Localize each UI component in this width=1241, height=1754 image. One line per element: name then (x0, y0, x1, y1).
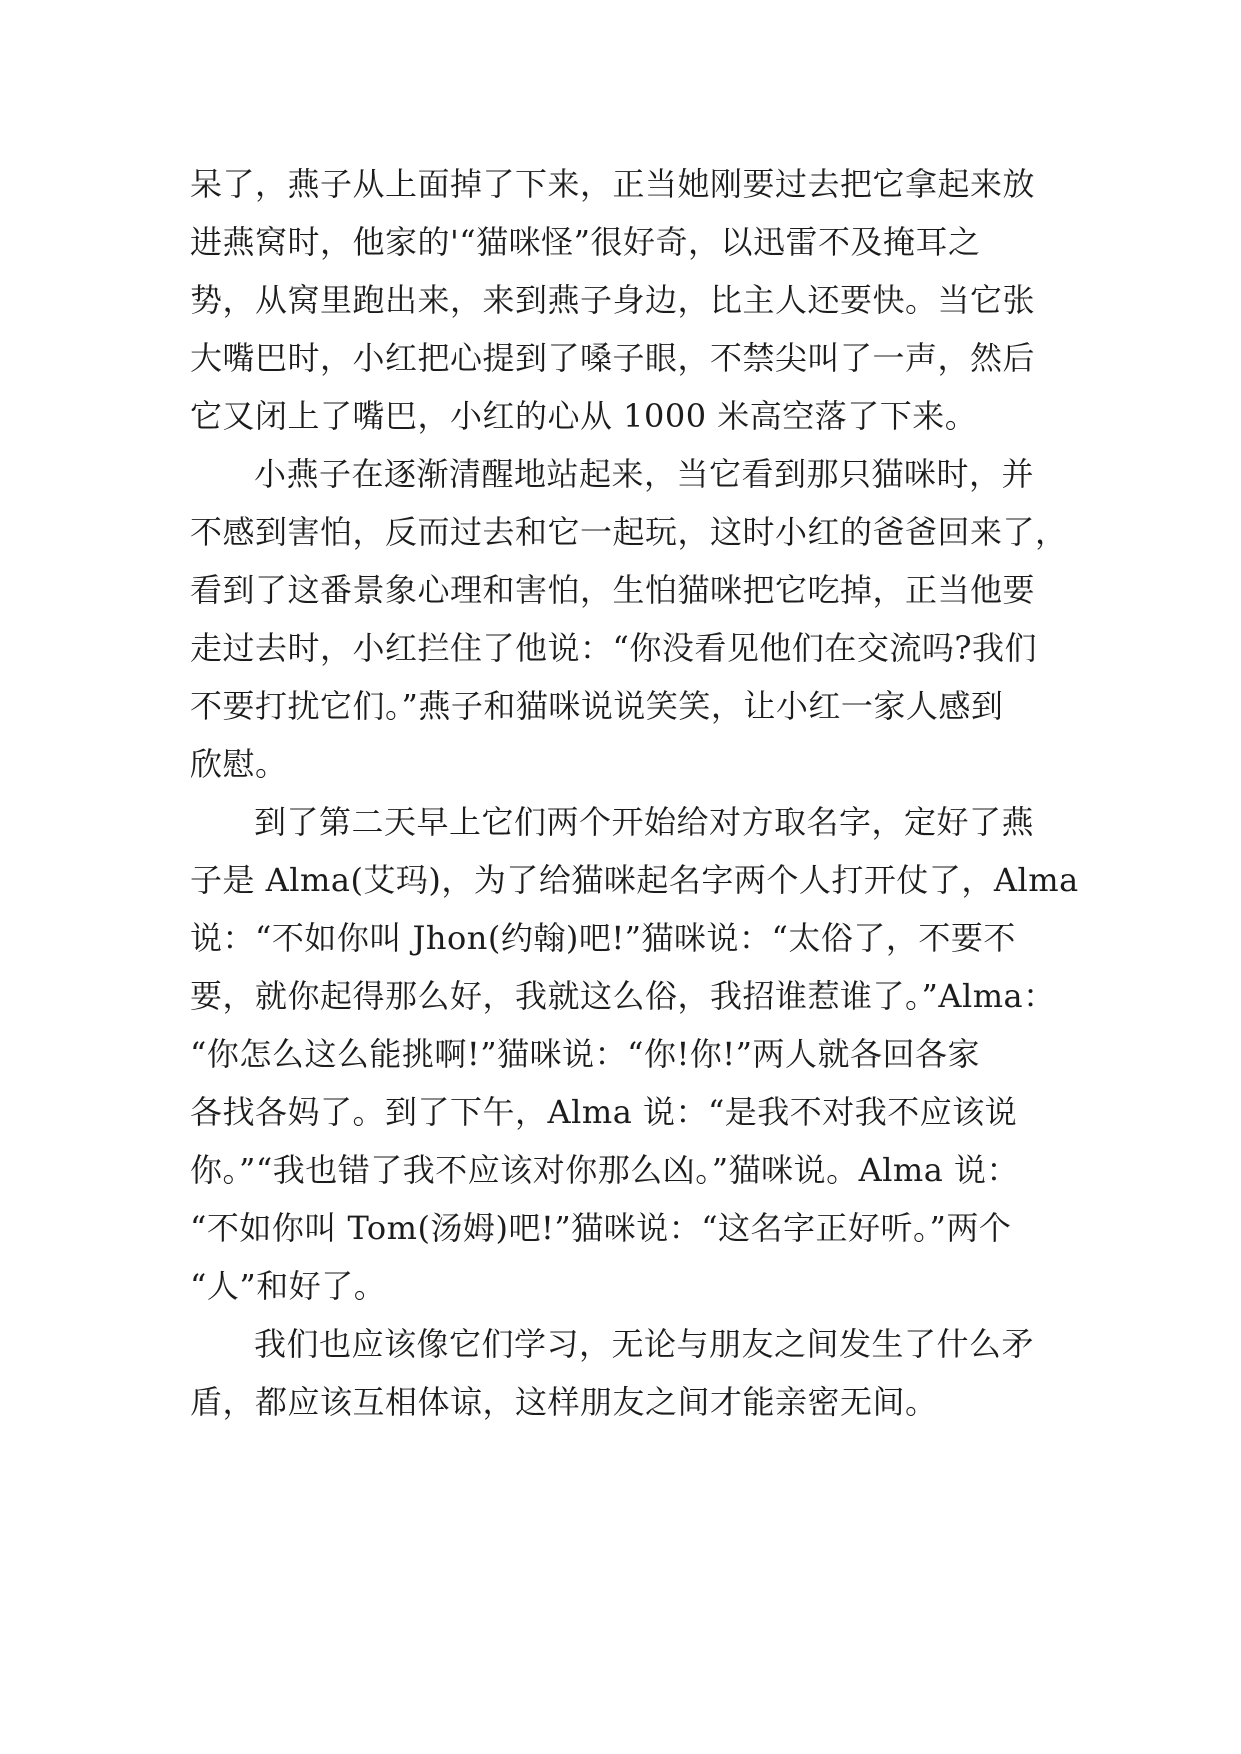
text-line: 说：“不如你叫 Jhon(约翰)吧!”猫咪说：“太俗了，不要不 (190, 919, 1016, 957)
paragraph-first-line: 我们也应该像它们学习，无论与朋友之间发生了什么矛 (254, 1325, 1035, 1363)
text-line: 呆了，燕子从上面掉了下来，正当她刚要过去把它拿起来放 (190, 165, 1036, 203)
text-line: 进燕窝时，他家的'“猫咪怪”很好奇，以迅雷不及掩耳之 (190, 223, 981, 261)
text-line: 盾，都应该互相体谅，这样朋友之间才能亲密无间。 (190, 1383, 938, 1421)
text-line: “你怎么这么能挑啊!”猫咪说：“你!你!”两人就各回各家 (190, 1035, 981, 1073)
paragraph-first-line: 到了第二天早上它们两个开始给对方取名字，定好了燕 (254, 803, 1035, 841)
text-line: 势，从窝里跑出来，来到燕子身边，比主人还要快。当它张 (190, 281, 1036, 319)
story-text (190, 155, 1090, 1431)
text-line: 各找各妈了。到了下午，Alma 说：“是我不对我不应该说 (190, 1093, 1018, 1131)
text-line: 它又闭上了嘴巴，小红的心从 1000 米高空落了下来。 (190, 397, 978, 435)
text-line: “人”和好了。 (190, 1267, 387, 1305)
text-line: 不要打扰它们。”燕子和猫咪说说笑笑，让小红一家人感到 (190, 687, 1004, 725)
text-line: 子是 Alma(艾玛)，为了给猫咪起名字两个人打开仗了，Alma (190, 861, 1079, 899)
text-line: 你。”“我也错了我不应该对你那么凶。”猫咪说。Alma 说： (190, 1151, 1020, 1189)
text-line: 欣慰。 (190, 745, 288, 783)
text-line: 大嘴巴时，小红把心提到了嗓子眼，不禁尖叫了一声，然后 (190, 339, 1036, 377)
text-line: “不如你叫 Tom(汤姆)吧!”猫咪说：“这名字正好听。”两个 (190, 1209, 1012, 1247)
text-line: 看到了这番景象心理和害怕，生怕猫咪把它吃掉，正当他要 (190, 571, 1036, 609)
paragraph-first-line: 小燕子在逐渐清醒地站起来，当它看到那只猫咪时，并 (254, 455, 1035, 493)
text-line: 要，就你起得那么好，我就这么俗，我招谁惹谁了。”Alma： (190, 977, 1056, 1015)
text-line: 走过去时，小红拦住了他说：“你没看见他们在交流吗?我们 (190, 629, 1038, 667)
text-line: 不感到害怕，反而过去和它一起玩，这时小红的爸爸回来了， (190, 513, 1068, 551)
